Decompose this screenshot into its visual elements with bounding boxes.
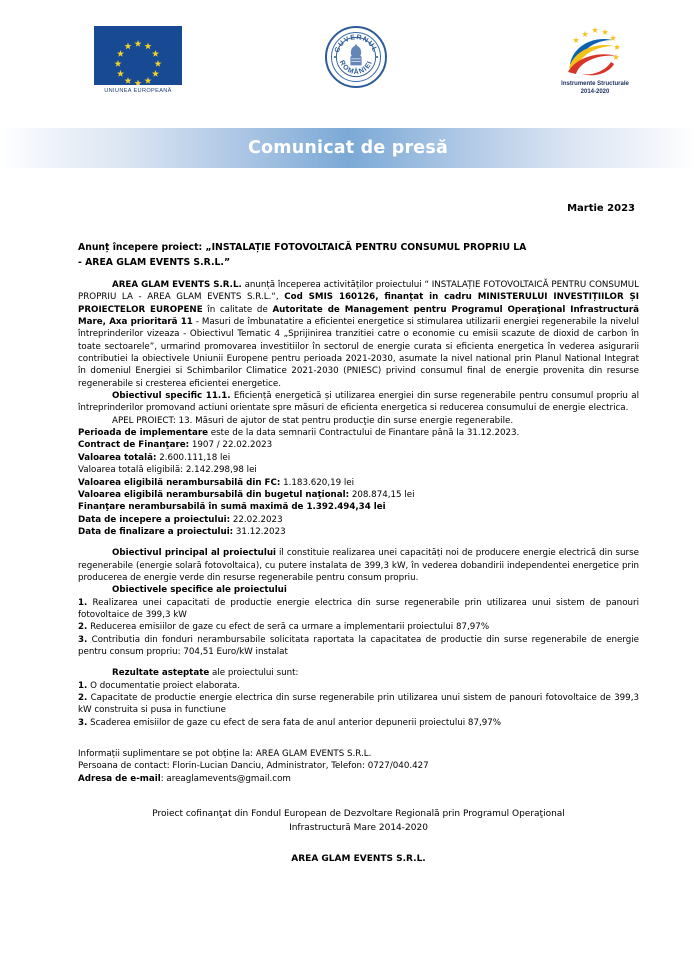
detail-row-4 [78, 477, 639, 489]
expected-results-heading-text: Rezultate asteptate [112, 668, 210, 679]
structural-logo-caption [540, 80, 650, 96]
banner-title: Comunicat de presă [248, 138, 448, 158]
detail-label-3: Valoarea totală eligibilă: [78, 465, 184, 476]
expected-result-text-2: Capacitate de productie energie electrica din surse regenerabile prin utilizarea unui sistem de panouri fotovoltaice de 399,3 kW construita si pusa in functiune [78, 693, 639, 716]
intro-bold-2: Autoritate de Management pentru Programul Operaţional Infrastructură Mare, Axa prioritară 11 [78, 304, 639, 328]
specific-objectives-heading-text: Obiectivele specifice ale proiectului [112, 585, 287, 596]
specific-objective-text-1: Realizarea unei capacitati de productie energie electrica din surse regenerabile prin utilizarea unui sistem de panouri fotovoltaice de 399,3 kW [78, 597, 639, 620]
contact-email-line [78, 773, 639, 785]
contact-email-value: : areaglamevents@gmail.com [160, 773, 291, 784]
expected-result-item-3 [78, 717, 639, 729]
intro-company: AREA GLAM EVENTS S.R.L. [112, 280, 242, 290]
structural-instruments-icon [556, 24, 634, 78]
structural-caption-line2: 2014-2020 [580, 89, 610, 96]
intro-text-1: anunță începerea activităților proiectului “ INSTALAȚIE FOTOVOLTAICĂ PENTRU CONSUMUL PROPRIU LA - AREA GLAM EVENTS S.R.L.“, [78, 280, 639, 303]
detail-row-6 [78, 501, 639, 513]
specific-objective-num-2: 2. [78, 622, 88, 633]
contact-email-label: Adresa de e-mail [78, 773, 161, 784]
eu-flag-icon [94, 26, 182, 85]
specific-objective-text: Eficiență energetică și utilizarea energiei din surse regenerabile pentru consumul propriu al întreprinderilor promovand actiuni orientate spre măsuri de eficienta energetica si reducerea consumului de energie electrica. [78, 391, 639, 414]
specific-objective-text-3: Contributia din fonduri nerambursabile solicitata raportata la capacitatea de productie din surse regenerabile de energie pentru consum propriu: 704,51 Euro/kW instalat [78, 634, 639, 657]
detail-value-7: 22.02.2023 [230, 514, 283, 525]
structural-swoosh-icon [556, 24, 634, 78]
specific-objective-item-1 [78, 597, 639, 622]
main-objective-paragraph [78, 547, 639, 584]
detail-value-5: 208.874,15 lei [349, 489, 415, 500]
funding-footer-line-2: Infrastructură Mare 2014-2020 [289, 823, 428, 833]
detail-value-3: 2.142.298,98 lei [183, 465, 257, 476]
intro-text-2: în calitate de [202, 304, 273, 315]
structural-caption-line1: Instrumente Structurale [561, 81, 629, 87]
detail-label-7: Data de incepere a proiectului: [78, 514, 231, 525]
expected-result-item-1 [78, 680, 639, 692]
contact-block [78, 748, 639, 785]
detail-label-1: Contract de Finanţare: [78, 440, 190, 451]
announcement-line-1: Anunț începere proiect: „INSTALAȚIE FOTOVOLTAICĂ PENTRU CONSUMUL PROPRIU LA [78, 242, 527, 254]
detail-row-3 [78, 464, 639, 476]
detail-label-2: Valoarea totală: [78, 452, 157, 463]
detail-label-4: Valoarea eligibilă nerambursabilă din FC: [78, 477, 281, 488]
announcement-line-2: - AREA GLAM EVENTS S.R.L.” [78, 256, 231, 268]
specific-objective-num-1: 1. [78, 597, 88, 608]
detail-row-0 [78, 427, 639, 439]
detail-row-2 [78, 452, 639, 464]
document-date: Martie 2023 [567, 203, 635, 214]
specific-objective-paragraph [78, 390, 639, 415]
expected-result-num-3: 3. [78, 717, 88, 728]
gov-seal-svg [327, 28, 385, 86]
expected-results-heading [78, 667, 639, 679]
expected-result-item-2 [78, 692, 639, 717]
detail-value-1: 1907 / 22.02.2023 [189, 440, 273, 451]
detail-value-2: 2.600.111,18 lei [156, 452, 231, 463]
detail-row-5 [78, 489, 639, 501]
press-release-banner [0, 128, 696, 168]
detail-row-1 [78, 439, 639, 451]
contact-info-line: Informații suplimentare se pot obține la: AREA GLAM EVENTS S.R.L. [78, 749, 372, 760]
expected-result-text-3: Scaderea emisiilor de gaze cu efect de sera fata de anul anterior depunerii proiectului 87,97% [87, 717, 502, 728]
specific-objective-item-3 [78, 634, 639, 659]
expected-result-num-1: 1. [78, 680, 88, 691]
apel-proiect-line: APEL PROIECT: 13. Măsuri de ajutor de stat pentru producţie din surse energie regenerabile. [112, 415, 514, 426]
main-objective-text: il constituie realizarea unei capacități noi de producere energie electrică din surse regenerabile (energie solară fotovoltaica), cu putere instalata de 399,3 kW, în vederea dobandirii independentei energetice prin producerea de energie verde din resurse regenerabile pentru consum propriu. [78, 548, 639, 583]
romanian-government-seal-icon [325, 26, 387, 88]
footer-company-name: AREA GLAM EVENTS S.R.L. [291, 853, 426, 864]
eu-logo-caption: UNIUNEA EUROPEANĂ [104, 88, 172, 94]
header-logo-bar [0, 0, 696, 120]
detail-value-8: 31.12.2023 [233, 526, 286, 537]
expected-result-text-1: O documentatie proiect elaborata. [87, 680, 241, 691]
government-logo [310, 26, 402, 88]
specific-objective-item-2 [78, 621, 639, 633]
detail-row-8 [78, 526, 639, 538]
detail-label-6: Finanţare nerambursabilă în sumă maximă de 1.392.494,34 lei [78, 502, 386, 513]
structural-instruments-logo [540, 24, 650, 96]
detail-value-4: 1.183.620,19 lei [280, 477, 355, 488]
svg-text:ROMÂNIEI: ROMÂNIEI [337, 59, 375, 76]
contact-person-line: Persoana de contact: Florin-Lucian Danciu, Administrator, Telefon: 0727/040.427 [78, 761, 429, 772]
intro-bold-1: Cod SMIS 160126, finanțat in cadru MINISTERULUI INVESTIȚIILOR ȘI PROIECTELOR EUROPENE [78, 292, 639, 315]
specific-objective-text-2: Reducerea emisiilor de gaze cu efect de seră ca urmare a implementarii proiectului 87,97% [87, 622, 490, 633]
announcement-title [78, 241, 639, 270]
main-objective-label: Obiectivul principal al proiectului [112, 548, 277, 559]
svg-text:GUVERNUL: GUVERNUL [333, 34, 379, 54]
detail-value-0: este de la data semnarii Contractului de Finantare până la 31.12.2023. [208, 428, 520, 439]
intro-text-3: - Masuri de îmbunatatire a eficientei energetice si stimularea utilizarii energiei regenerabile la nivelul întreprinderilor vizeaza - Obiectivul Tematic 4 „Sprijinirea tranzitiei catre o economie cu emisii scazute de dioxid de carbon în toate sectoarele”, urmarind promovarea investitiilor în sectorul de energie curata si eficienta energetica în vederea asigurarii contributiei la obiectivele Uniunii Europene pentru perioada 2021-2030, asumate la nivel national prin Planul National Integrat în domeniul Energiei si Schimbarilor Climatice 2021-2030 (PNIESC) privind consumul final de energie provenita din resurse regenerabile si cresterea eficientei energetice. [78, 317, 640, 389]
specific-objective-label: Obiectivul specific 11.1. [112, 391, 231, 402]
intro-paragraph [78, 279, 639, 390]
expected-result-num-2: 2. [78, 693, 88, 703]
specific-objective-num-3: 3. [78, 634, 88, 645]
detail-label-5: Valoarea eligibilă nerambursabilă din bugetul naţional: [78, 489, 350, 500]
expected-results-heading-suffix: ale proiectului sunt: [209, 668, 299, 679]
detail-row-7 [78, 514, 639, 526]
eu-logo [84, 26, 192, 94]
funding-footer [78, 808, 639, 836]
document-body [0, 202, 696, 866]
eu-stars-icon [94, 26, 182, 85]
specific-objectives-heading [78, 584, 639, 596]
funding-footer-line-1: Proiect cofinanţat din Fondul European de Dezvoltare Regională prin Programul Operaţional [152, 809, 565, 820]
detail-label-0: Perioada de implementare [78, 428, 209, 439]
detail-label-8: Data de finalizare a proiectului: [78, 526, 234, 537]
